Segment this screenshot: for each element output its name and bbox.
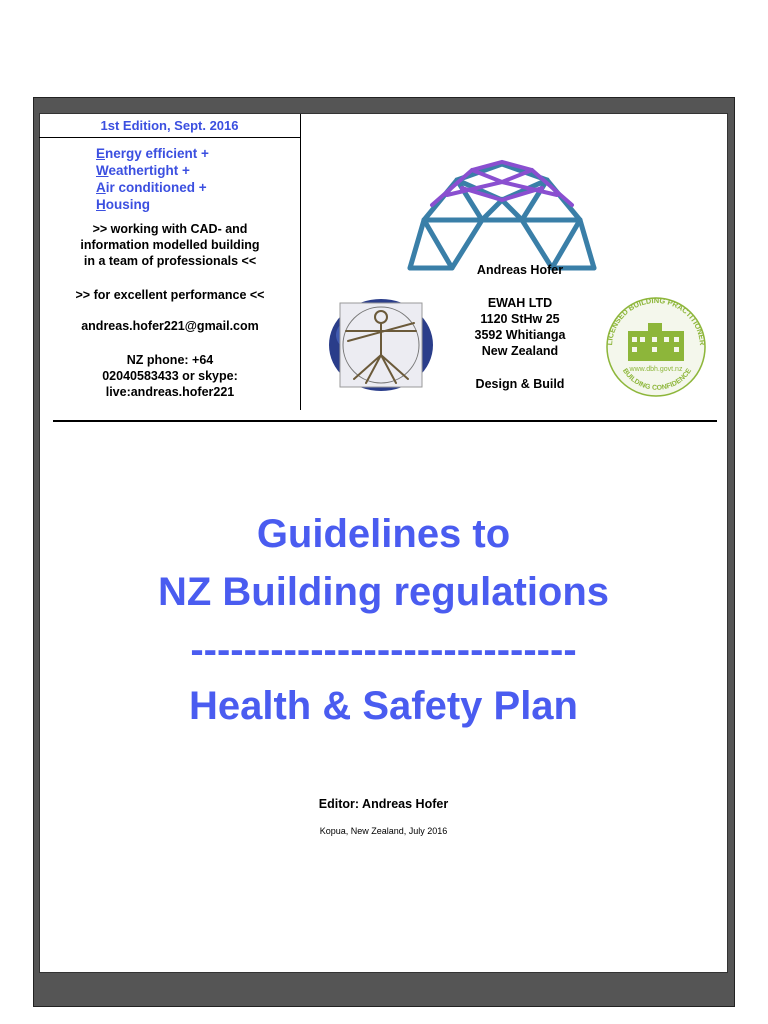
title-separator: ----------------------------- [190, 628, 577, 672]
pillar-air: Air conditioned + [96, 180, 207, 195]
badge-bottom-text: BUILDING CONFIDENCE [620, 367, 694, 392]
place-date: Kopua, New Zealand, July 2016 [319, 826, 448, 836]
column-divider [300, 138, 301, 410]
badge-url: www.dbh.govt.nz [629, 366, 683, 373]
licensed-building-practitioner-logo [598, 295, 716, 400]
title-line-4: Health & Safety Plan [188, 684, 578, 728]
performance-text: >> for excellent performance << [75, 288, 265, 302]
edition-label: 1st Edition, Sept. 2016 [39, 114, 301, 138]
phone-text: NZ phone: +64 02040583433 or skype: live:andreas.hofer221 [102, 353, 238, 399]
company-person: Andreas Hofer [476, 263, 564, 277]
pillar-energy: Energy efficient + [96, 146, 209, 161]
company-info [450, 262, 590, 392]
editor-credit: Editor: Andreas Hofer [318, 797, 449, 811]
company-address2: 3592 Whitianga [474, 328, 566, 342]
badge-top-text: LICENSED BUILDING PRACTITIONER [604, 295, 708, 346]
title-line-2: NZ Building regulations [157, 570, 610, 614]
pillar-weathertight: Weathertight + [96, 163, 190, 178]
company-country: New Zealand [481, 344, 559, 358]
title-line-1: Guidelines to [256, 512, 511, 556]
geodesic-dome-image [402, 150, 602, 280]
vitruvian-globe-image [326, 295, 436, 395]
company-name: EWAH LTD [487, 296, 553, 310]
pillars-list [96, 145, 209, 213]
working-text: >> working with CAD- and information modelled building in a team of professionals << [80, 222, 260, 268]
company-service: Design & Build [475, 377, 565, 391]
horizontal-divider [53, 420, 717, 422]
company-address1: 1120 StHw 25 [480, 312, 560, 326]
email-text: andreas.hofer221@gmail.com [81, 319, 259, 333]
pillar-housing: Housing [96, 197, 150, 212]
